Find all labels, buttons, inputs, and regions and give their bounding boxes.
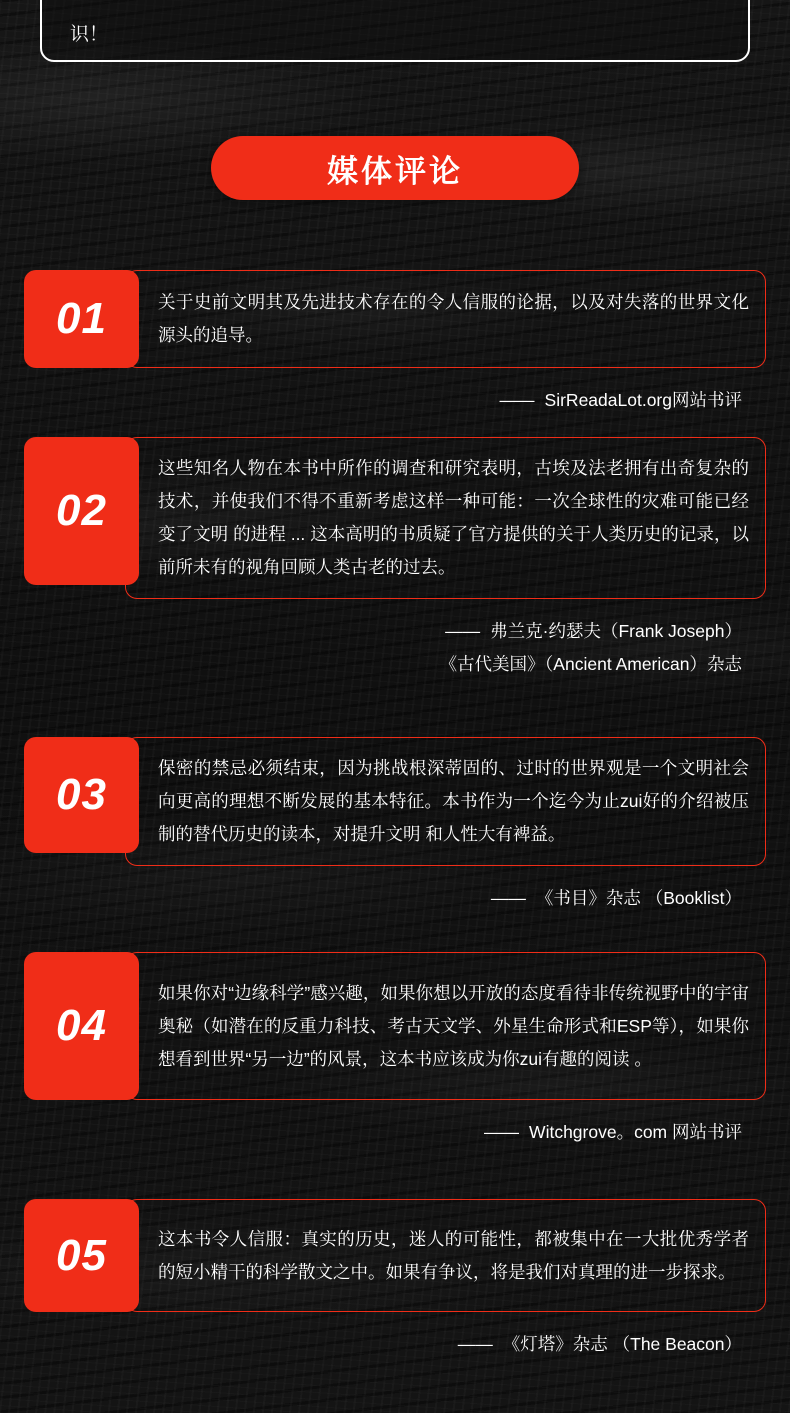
attribution-dash: —— bbox=[457, 1334, 493, 1354]
review-quote-box bbox=[125, 270, 766, 368]
review-attribution bbox=[24, 882, 766, 915]
attribution-source-secondary: 《古代美国》（Ancient American）杂志 bbox=[439, 654, 742, 674]
review-quote-text: 如果你对“边缘科学”感兴趣，如果你想以开放的态度看待非传统视野中的宇宙奥秘（如潜在的反重力科技、考古天文学、外星生命形式和ESP等），如果你想看到世界“另一边”的风景，这本书应该成为你zui有趣的阅读 。 bbox=[158, 982, 749, 1069]
review-number: 02 bbox=[56, 486, 107, 535]
section-title-text: 媒体评论 bbox=[327, 153, 463, 189]
attribution-dash: —— bbox=[445, 621, 481, 641]
review-quote-box bbox=[125, 737, 766, 866]
attribution-source: 弗兰克·约瑟夫（Frank Joseph） bbox=[490, 621, 742, 641]
attribution-source: 《书目》杂志 （Booklist） bbox=[535, 888, 742, 908]
intro-card-text: 识！ bbox=[70, 24, 109, 45]
review-quote-box bbox=[125, 1199, 766, 1312]
review-item bbox=[24, 270, 766, 417]
review-attribution bbox=[24, 1328, 766, 1361]
review-body bbox=[24, 737, 766, 866]
review-attribution bbox=[24, 384, 766, 417]
review-number: 04 bbox=[56, 1001, 107, 1050]
review-number-badge bbox=[24, 270, 139, 368]
review-body bbox=[24, 437, 766, 599]
review-item bbox=[24, 952, 766, 1149]
review-quote-box bbox=[125, 952, 766, 1100]
review-number: 01 bbox=[56, 294, 107, 343]
review-item bbox=[24, 437, 766, 681]
review-item bbox=[24, 1199, 766, 1361]
review-body bbox=[24, 1199, 766, 1312]
review-number-badge bbox=[24, 437, 139, 585]
attribution-dash: —— bbox=[490, 888, 526, 908]
review-number-badge bbox=[24, 952, 139, 1100]
intro-card-partial bbox=[40, 0, 750, 62]
attribution-dash: —— bbox=[499, 390, 535, 410]
review-number: 05 bbox=[56, 1230, 107, 1280]
review-quote-box bbox=[125, 437, 766, 599]
review-number-badge bbox=[24, 737, 139, 853]
section-title-badge bbox=[211, 136, 579, 200]
review-quote-text: 这本书令人信服：真实的历史，迷人的可能性，都被集中在一大批优秀学者的短小精干的科学散文之中。如果有争议，将是我们对真理的进一步探求。 bbox=[158, 1228, 749, 1282]
review-number-badge bbox=[24, 1199, 139, 1312]
review-attribution bbox=[24, 615, 766, 681]
attribution-dash: —— bbox=[484, 1122, 520, 1142]
review-body bbox=[24, 952, 766, 1100]
review-quote-text: 关于史前文明其及先进技术存在的令人信服的论据，以及对失落的世界文化源头的追导。 bbox=[158, 292, 749, 345]
review-number: 03 bbox=[56, 770, 107, 819]
review-body bbox=[24, 270, 766, 368]
review-attribution bbox=[24, 1116, 766, 1149]
review-item bbox=[24, 737, 766, 915]
attribution-source: 《灯塔》杂志 （The Beacon） bbox=[502, 1334, 742, 1354]
review-quote-text: 保密的禁忌必须结束，因为挑战根深蒂固的、过时的世界观是一个文明社会向更高的理想不断发展的基本特征。本书作为一个迄今为止zui好的介绍被压制的替代历史的读本，对提升文明 和人性大有裨益。 bbox=[158, 758, 749, 844]
attribution-source: Witchgrove。com 网站书评 bbox=[529, 1122, 742, 1142]
review-quote-text: 这些知名人物在本书中所作的调查和研究表明，古埃及法老拥有出奇复杂的技术，并使我们不得不重新考虑这样一种可能：一次全球性的灾难可能已经变了文明 的进程 ... 这本高明的书质疑了官方提供的关于人类历史的记录，以前所未有的视角回顾人类古老的过去。 bbox=[158, 458, 749, 577]
attribution-source: SirReadaLot.org网站书评 bbox=[544, 390, 742, 410]
